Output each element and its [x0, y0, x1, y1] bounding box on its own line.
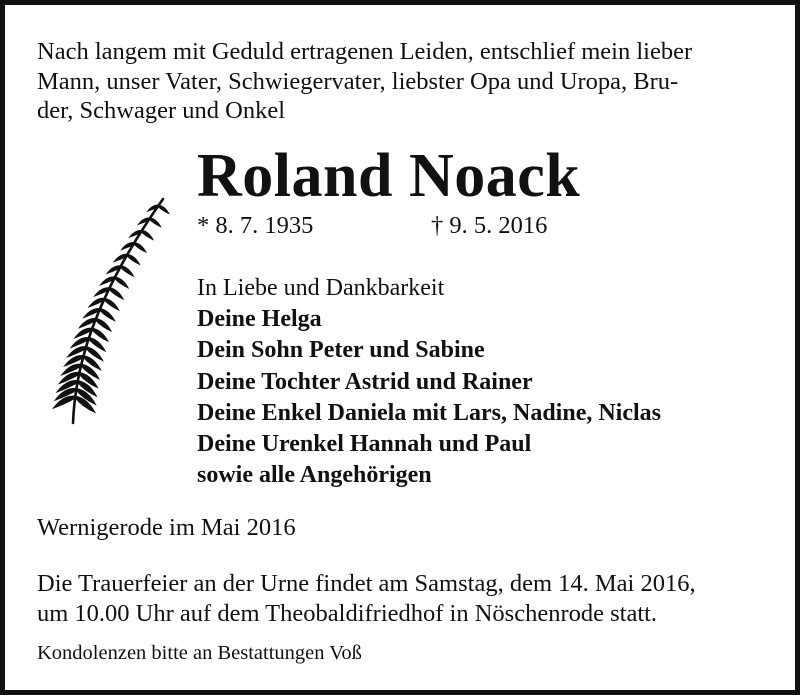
- place-date: Wernigerode im Mai 2016: [37, 514, 296, 541]
- leaflet-right: [96, 319, 111, 332]
- leaflet-right: [159, 205, 169, 213]
- leaflet-right: [127, 254, 139, 264]
- leaflet-left: [148, 205, 159, 211]
- service-info: [37, 569, 782, 628]
- leaflet-right: [134, 243, 145, 253]
- mourner-line: Deine Enkel Daniela mit Lars, Nadine, Niclas: [197, 399, 662, 426]
- mourner-line: sowie alle Angehörigen: [197, 462, 432, 489]
- leaflet-right: [115, 277, 128, 288]
- mourners-list: [197, 273, 757, 491]
- mourner-line: Deine Urenkel Hannah und Paul: [197, 431, 532, 458]
- intro-text: [37, 37, 777, 126]
- mourner-line: Dein Sohn Peter und Sabine: [197, 337, 485, 364]
- death-date: † 9. 5. 2016: [431, 212, 548, 239]
- condolence-note: Kondolenzen bitte an Bestattungen Voß: [37, 642, 362, 664]
- mourner-line: Deine Helga: [197, 306, 322, 333]
- mourner-line: Deine Tochter Astrid und Rainer: [197, 368, 533, 395]
- deceased-name: Roland Noack: [197, 142, 581, 210]
- leaflet-right: [105, 298, 119, 310]
- intro-line-1: Nach langem mit Geduld ertragenen Leiden, entschlief mein lieber: [37, 38, 693, 65]
- intro-line-2: Mann, unser Vater, Schwiegervater, liebster Opa und Uropa, Bru-: [37, 67, 679, 95]
- leaflet-left: [138, 218, 150, 224]
- palm-leaf-icon: [43, 191, 173, 431]
- intro-line-3: der, Schwager und Onkel: [37, 97, 286, 124]
- leaflet-right: [150, 218, 160, 227]
- leaflet-right: [110, 288, 124, 299]
- leaflet-right: [121, 266, 134, 276]
- leaflet-right: [142, 230, 153, 239]
- service-line-1: Die Trauerfeier an der Urne findet am Samstag, dem 14. Mai 2016,: [37, 570, 696, 597]
- service-line-2: um 10.00 Uhr auf dem Theobaldifriedhof in Nöschenrode statt.: [37, 599, 658, 627]
- mourners-opening: In Liebe und Dankbarkeit: [197, 275, 445, 301]
- leaflet-right: [100, 309, 115, 321]
- birth-date: * 8. 7. 1935: [197, 212, 314, 239]
